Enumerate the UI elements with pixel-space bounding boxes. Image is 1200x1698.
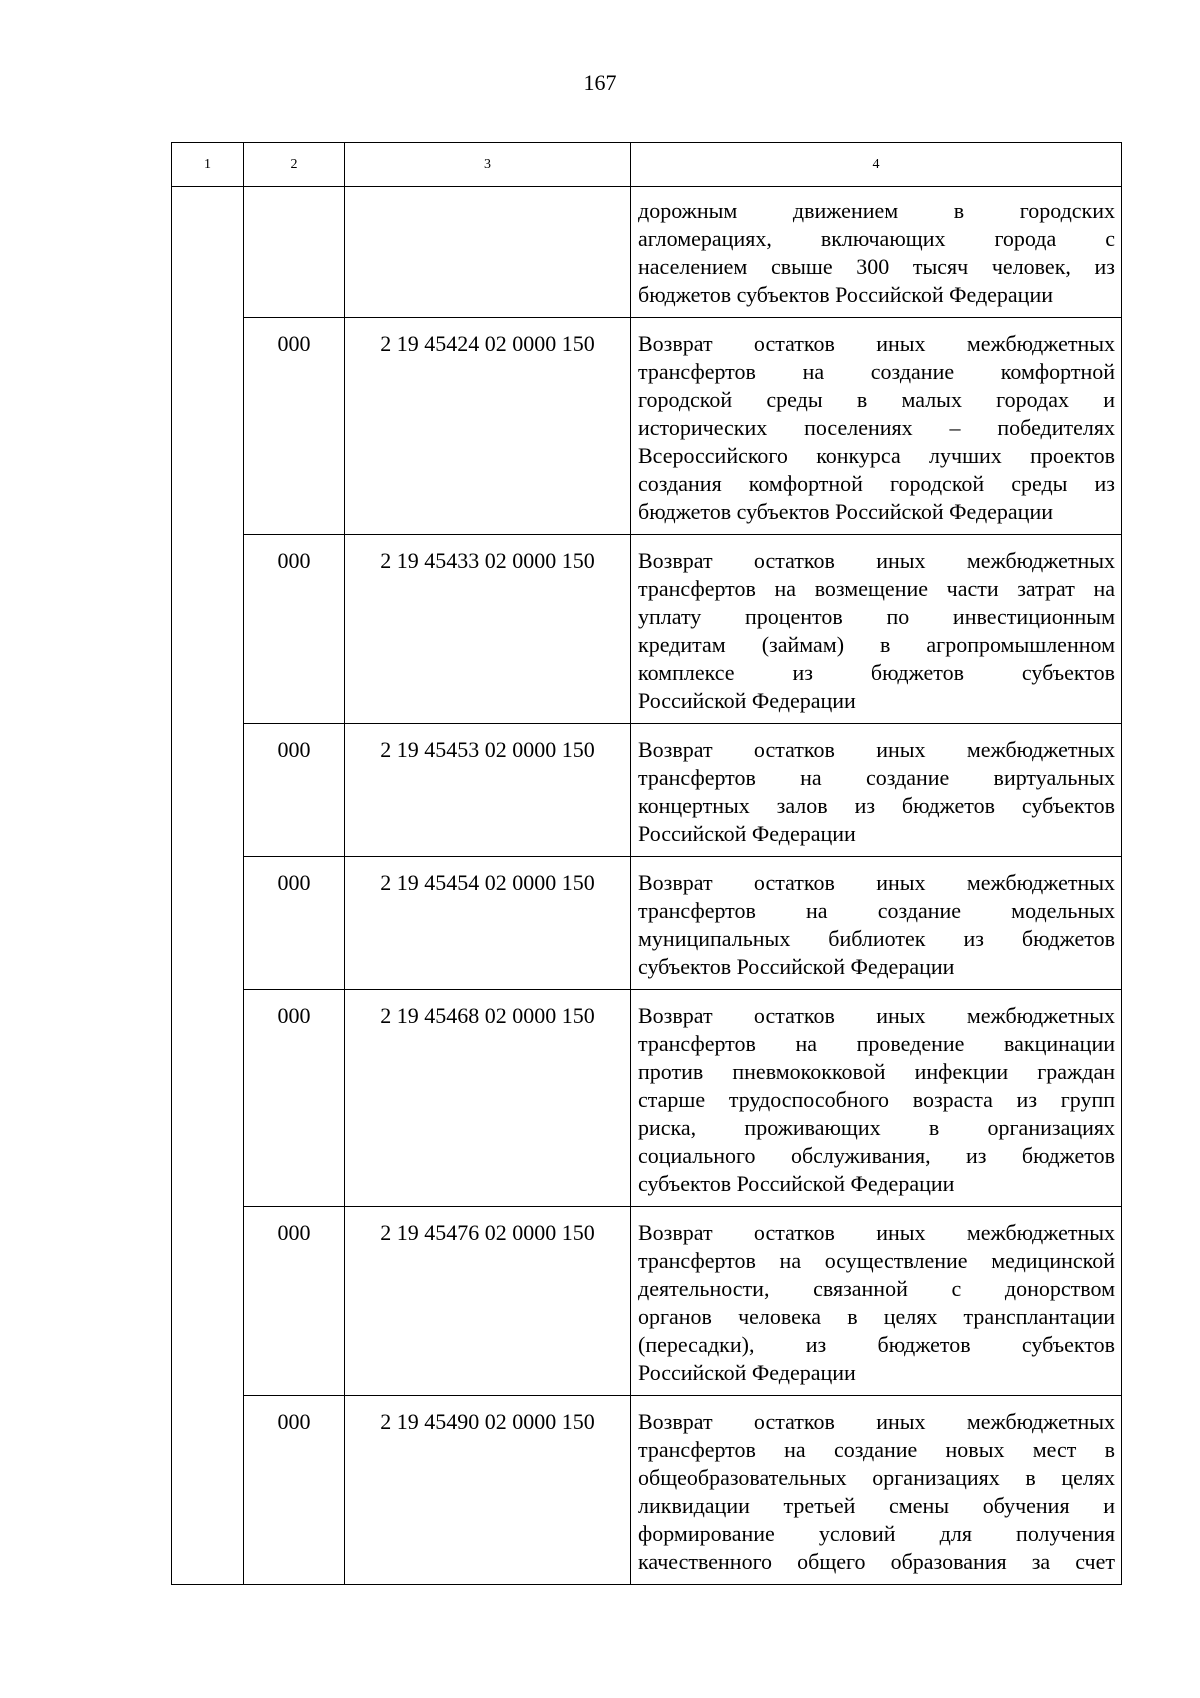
description-line: Российской Федерации bbox=[638, 1360, 856, 1385]
description-cell bbox=[631, 724, 1122, 857]
description-line: Возврат остатков иных межбюджетных bbox=[638, 548, 1115, 573]
budget-code-cell: 2 19 45476 02 0000 150 bbox=[345, 1207, 631, 1396]
description-line: бюджетов субъектов Российской Федерации bbox=[638, 282, 1053, 307]
budget-code-cell bbox=[345, 187, 631, 318]
description-cell bbox=[631, 990, 1122, 1207]
description-line: Российской Федерации bbox=[638, 821, 856, 846]
description-line: формирование условий для получения bbox=[638, 1521, 1115, 1546]
description-line: ликвидации третьей смены обучения и bbox=[638, 1493, 1115, 1518]
description-line: комплексе из бюджетов субъектов bbox=[638, 660, 1115, 685]
description-cell bbox=[631, 535, 1122, 724]
description-line: муниципальных библиотек из бюджетов bbox=[638, 926, 1115, 951]
description-line: Российской Федерации bbox=[638, 688, 856, 713]
description-line: бюджетов субъектов Российской Федерации bbox=[638, 499, 1053, 524]
description-line: органов человека в целях трансплантации bbox=[638, 1304, 1115, 1329]
description-line: субъектов Российской Федерации bbox=[638, 1171, 955, 1196]
header-cell-2: 2 bbox=[244, 143, 345, 187]
description-cell bbox=[631, 1207, 1122, 1396]
admin-code-cell: 000 bbox=[244, 857, 345, 990]
description-line: (пересадки), из бюджетов субъектов bbox=[638, 1332, 1115, 1357]
description-line: общеобразовательных организациях в целях bbox=[638, 1465, 1115, 1490]
description-cell bbox=[631, 318, 1122, 535]
description-line: трансфертов на создание модельных bbox=[638, 898, 1115, 923]
table-body bbox=[172, 187, 1122, 1585]
description-cell bbox=[631, 187, 1122, 318]
description-line: трансфертов на проведение вакцинации bbox=[638, 1031, 1115, 1056]
admin-code-cell: 000 bbox=[244, 990, 345, 1207]
description-line: Возврат остатков иных межбюджетных bbox=[638, 737, 1115, 762]
description-cell bbox=[631, 1396, 1122, 1585]
description-line: агломерациях, включающих города с bbox=[638, 226, 1115, 251]
description-line: трансфертов на создание комфортной bbox=[638, 359, 1115, 384]
header-cell-3: 3 bbox=[345, 143, 631, 187]
budget-code-cell: 2 19 45453 02 0000 150 bbox=[345, 724, 631, 857]
description-line: Возврат остатков иных межбюджетных bbox=[638, 331, 1115, 356]
description-line: трансфертов на осуществление медицинской bbox=[638, 1248, 1115, 1273]
description-line: Всероссийского конкурса лучших проектов bbox=[638, 443, 1115, 468]
description-line: городской среды в малых городах и bbox=[638, 387, 1115, 412]
page-number: 167 bbox=[583, 70, 617, 95]
description-line: населением свыше 300 тысяч человек, из bbox=[638, 254, 1115, 279]
table-row bbox=[172, 857, 1122, 990]
description-line: субъектов Российской Федерации bbox=[638, 954, 955, 979]
header-row bbox=[172, 143, 1122, 187]
table-row bbox=[172, 318, 1122, 535]
admin-code-cell: 000 bbox=[244, 535, 345, 724]
description-line: Возврат остатков иных межбюджетных bbox=[638, 870, 1115, 895]
budget-code-cell: 2 19 45424 02 0000 150 bbox=[345, 318, 631, 535]
budget-code-cell: 2 19 45433 02 0000 150 bbox=[345, 535, 631, 724]
table-row bbox=[172, 535, 1122, 724]
description-line: Возврат остатков иных межбюджетных bbox=[638, 1409, 1115, 1434]
description-line: трансфертов на создание новых мест в bbox=[638, 1437, 1115, 1462]
description-cell bbox=[631, 857, 1122, 990]
description-line: трансфертов на создание виртуальных bbox=[638, 765, 1115, 790]
description-line: создания комфортной городской среды из bbox=[638, 471, 1115, 496]
admin-code-cell: 000 bbox=[244, 318, 345, 535]
table-row bbox=[172, 187, 1122, 318]
table-row bbox=[172, 1207, 1122, 1396]
description-line: старше трудоспособного возраста из групп bbox=[638, 1087, 1115, 1112]
table-row bbox=[172, 724, 1122, 857]
admin-code-cell bbox=[244, 187, 345, 318]
admin-code-cell: 000 bbox=[244, 1207, 345, 1396]
description-line: Возврат остатков иных межбюджетных bbox=[638, 1220, 1115, 1245]
description-line: уплату процентов по инвестиционным bbox=[638, 604, 1115, 629]
budget-code-cell: 2 19 45490 02 0000 150 bbox=[345, 1396, 631, 1585]
budget-codes-table bbox=[171, 142, 1122, 1585]
description-line: Возврат остатков иных межбюджетных bbox=[638, 1003, 1115, 1028]
description-line: кредитам (займам) в агропромышленном bbox=[638, 632, 1115, 657]
table-row bbox=[172, 1396, 1122, 1585]
empty-column-1-cell bbox=[172, 187, 244, 1585]
admin-code-cell: 000 bbox=[244, 724, 345, 857]
description-line: качественного общего образования за счет bbox=[638, 1549, 1115, 1574]
header-cell-4: 4 bbox=[631, 143, 1122, 187]
table-row bbox=[172, 990, 1122, 1207]
description-line: трансфертов на возмещение части затрат на bbox=[638, 576, 1115, 601]
description-line: исторических поселениях – победителях bbox=[638, 415, 1115, 440]
description-line: концертных залов из бюджетов субъектов bbox=[638, 793, 1115, 818]
description-line: дорожным движением в городских bbox=[638, 198, 1115, 223]
budget-code-cell: 2 19 45468 02 0000 150 bbox=[345, 990, 631, 1207]
admin-code-cell: 000 bbox=[244, 1396, 345, 1585]
budget-code-cell: 2 19 45454 02 0000 150 bbox=[345, 857, 631, 990]
description-line: социального обслуживания, из бюджетов bbox=[638, 1143, 1115, 1168]
description-line: против пневмококковой инфекции граждан bbox=[638, 1059, 1115, 1084]
description-line: риска, проживающих в организациях bbox=[638, 1115, 1115, 1140]
description-line: деятельности, связанной с донорством bbox=[638, 1276, 1115, 1301]
header-cell-1: 1 bbox=[172, 143, 244, 187]
